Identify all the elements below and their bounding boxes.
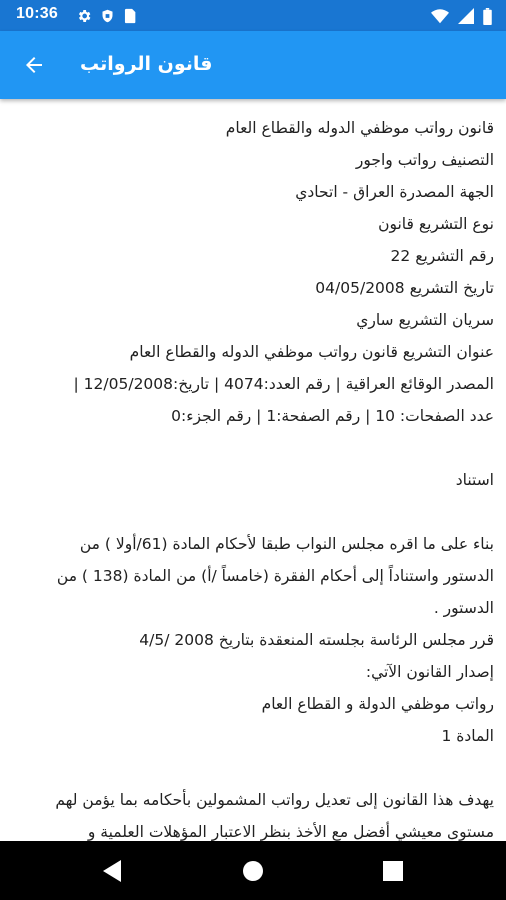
- law-text-line: استناد: [455, 471, 494, 489]
- nav-back-icon: [103, 860, 123, 882]
- law-text-line: التصنيف رواتب واجور: [355, 151, 494, 169]
- law-text-line: رقم التشريع 22: [390, 247, 494, 265]
- app-bar: [0, 31, 506, 99]
- law-text-line: [18, 752, 494, 784]
- status-icons-left: [76, 7, 136, 25]
- law-text-line: المادة 1: [441, 727, 494, 745]
- law-text-line: سريان التشريع ساري: [356, 311, 494, 329]
- arrow-back-icon: [22, 53, 46, 77]
- law-text-line: المصدر الوقائع العراقية | رقم العدد:4074 | تاريخ:12/05/2008 |: [73, 375, 494, 393]
- app-title: قانون الرواتب: [80, 53, 213, 75]
- law-text-line: [18, 496, 494, 528]
- law-text-line: مستوى معيشي أفضل مع الأخذ بنظر الاعتبار المؤهلات العلمية و: [87, 823, 494, 841]
- shield-icon: [100, 8, 115, 24]
- status-time: 10:36: [16, 5, 58, 22]
- nav-back-button[interactable]: [98, 858, 128, 884]
- law-text-line: نوع التشريع قانون: [378, 215, 494, 233]
- law-text-line: [18, 432, 494, 464]
- law-text-line: يهدف هذا القانون إلى تعديل رواتب المشمولين بأحكامه بما يؤمن لهم: [55, 791, 494, 809]
- law-text-line: إصدار القانون الآتي:: [365, 663, 494, 681]
- navigation-bar: [0, 841, 506, 900]
- law-text-line: تاريخ التشريع 04/05/2008: [315, 279, 494, 297]
- law-text-line: بناء على ما اقره مجلس النواب طبقا لأحكام المادة (61/أولا ) من: [79, 535, 494, 553]
- law-content[interactable]: [0, 99, 506, 841]
- law-text-line: قانون رواتب موظفي الدوله والقطاع العام: [225, 119, 494, 137]
- status-icons-right: [431, 7, 492, 25]
- law-text-line: عنوان التشريع قانون رواتب موظفي الدوله والقطاع العام: [129, 343, 494, 361]
- gear-icon: [76, 8, 92, 24]
- wifi-icon: [431, 9, 449, 24]
- back-button[interactable]: [12, 43, 56, 87]
- signal-icon: [458, 8, 474, 24]
- nav-home-icon: [242, 860, 264, 882]
- nav-recents-button[interactable]: [378, 858, 408, 884]
- law-text-line: الدستور واستناداً إلى أحكام الفقرة (خامساً /أ) من المادة (138 ) من: [56, 567, 494, 585]
- law-text-line: الدستور .: [433, 599, 494, 617]
- law-text-line: الجهة المصدرة العراق - اتحادي: [295, 183, 494, 201]
- nav-home-button[interactable]: [238, 858, 268, 884]
- law-text: [18, 112, 494, 841]
- battery-icon: [483, 8, 492, 25]
- law-text-line: عدد الصفحات: 10 | رقم الصفحة:1 | رقم الجزء:0: [171, 407, 494, 425]
- law-text-line: قرر مجلس الرئاسة بجلسته المنعقدة بتاريخ 2008 /4/5: [139, 631, 494, 649]
- status-bar: [0, 0, 506, 31]
- law-text-line: رواتب موظفي الدولة و القطاع العام: [261, 695, 494, 713]
- nav-recents-icon: [383, 861, 403, 881]
- sim-card-icon: [123, 8, 136, 24]
